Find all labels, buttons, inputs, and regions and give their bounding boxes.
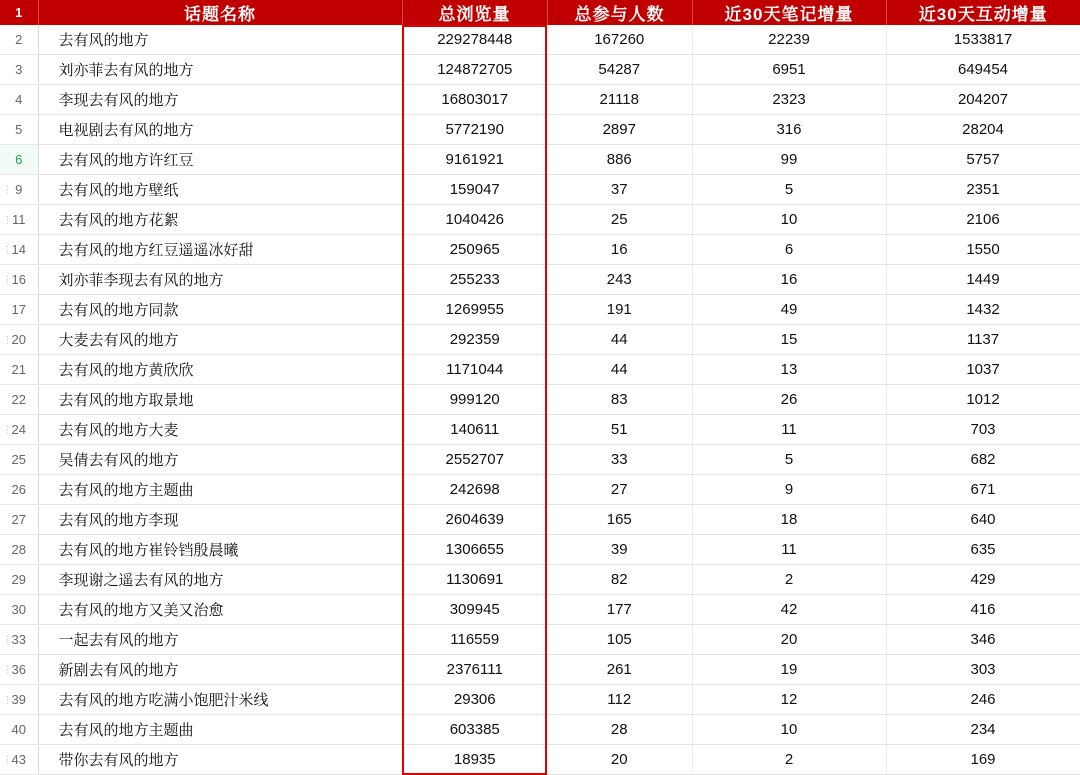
hidden-rows-indicator-icon: ⋮ xyxy=(3,184,12,194)
cell-total-participants[interactable]: 16 xyxy=(547,235,692,265)
row-header[interactable]: 3 xyxy=(0,55,38,85)
cell-total-participants[interactable]: 886 xyxy=(547,145,692,175)
table-row[interactable] xyxy=(0,145,1080,175)
cell-topic-name[interactable]: 去有风的地方许红豆 xyxy=(38,145,402,175)
cell-total-views[interactable]: 18935 xyxy=(402,745,547,775)
cell-interaction-growth-30d[interactable]: 682 xyxy=(886,445,1080,475)
cell-note-growth-30d[interactable]: 13 xyxy=(692,355,886,385)
table-row[interactable] xyxy=(0,595,1080,625)
cell-total-participants[interactable]: 27 xyxy=(547,475,692,505)
cell-total-participants[interactable]: 33 xyxy=(547,445,692,475)
cell-note-growth-30d[interactable]: 2 xyxy=(692,565,886,595)
row-header[interactable]: 40 xyxy=(0,715,38,745)
cell-total-views[interactable]: 603385 xyxy=(402,715,547,745)
cell-topic-name[interactable]: 电视剧去有风的地方 xyxy=(38,115,402,145)
cell-total-views[interactable]: 999120 xyxy=(402,385,547,415)
cell-note-growth-30d[interactable]: 49 xyxy=(692,295,886,325)
cell-total-views[interactable]: 2604639 xyxy=(402,505,547,535)
table-row[interactable] xyxy=(0,565,1080,595)
cell-total-views[interactable]: 124872705 xyxy=(402,55,547,85)
cell-note-growth-30d[interactable]: 20 xyxy=(692,625,886,655)
table-row[interactable] xyxy=(0,745,1080,775)
cell-interaction-growth-30d[interactable]: 671 xyxy=(886,475,1080,505)
hidden-rows-indicator-icon: ⋮ xyxy=(3,634,12,644)
table-row[interactable] xyxy=(0,445,1080,475)
cell-total-participants[interactable]: 105 xyxy=(547,625,692,655)
row-header[interactable]: ⋮ 16 xyxy=(0,265,38,295)
cell-note-growth-30d[interactable]: 11 xyxy=(692,415,886,445)
cell-total-participants[interactable]: 39 xyxy=(547,535,692,565)
hidden-rows-indicator-icon: ⋮ xyxy=(3,274,12,284)
hidden-rows-indicator-icon: ⋮ xyxy=(3,424,12,434)
cell-interaction-growth-30d[interactable]: 416 xyxy=(886,595,1080,625)
row-header[interactable]: 2 xyxy=(0,25,38,55)
cell-interaction-growth-30d[interactable]: 649454 xyxy=(886,55,1080,85)
cell-total-views[interactable]: 29306 xyxy=(402,685,547,715)
cell-total-participants[interactable]: 261 xyxy=(547,655,692,685)
cell-topic-name[interactable]: 吴倩去有风的地方 xyxy=(38,445,402,475)
column-header-note-growth-30d[interactable]: 近30天笔记增量 xyxy=(692,0,886,25)
cell-topic-name[interactable]: 去有风的地方取景地 xyxy=(38,385,402,415)
row-header[interactable]: 22 xyxy=(0,385,38,415)
cell-total-views[interactable]: 309945 xyxy=(402,595,547,625)
table-row[interactable] xyxy=(0,295,1080,325)
row-header[interactable]: 25 xyxy=(0,445,38,475)
cell-total-participants[interactable]: 44 xyxy=(547,355,692,385)
cell-total-participants[interactable]: 191 xyxy=(547,295,692,325)
cell-note-growth-30d[interactable]: 5 xyxy=(692,445,886,475)
cell-interaction-growth-30d[interactable]: 2351 xyxy=(886,175,1080,205)
table-row[interactable] xyxy=(0,535,1080,565)
cell-note-growth-30d[interactable]: 16 xyxy=(692,265,886,295)
row-header[interactable]: ⋮ 9 xyxy=(0,175,38,205)
cell-total-participants[interactable]: 51 xyxy=(547,415,692,445)
cell-note-growth-30d[interactable]: 19 xyxy=(692,655,886,685)
row-header[interactable]: 17 xyxy=(0,295,38,325)
table-row[interactable] xyxy=(0,625,1080,655)
cell-topic-name[interactable]: 去有风的地方主题曲 xyxy=(38,475,402,505)
cell-interaction-growth-30d[interactable]: 204207 xyxy=(886,85,1080,115)
cell-interaction-growth-30d[interactable]: 169 xyxy=(886,745,1080,775)
cell-topic-name[interactable]: 李现去有风的地方 xyxy=(38,85,402,115)
table-body xyxy=(0,25,1080,775)
cell-topic-name[interactable]: 去有风的地方又美又治愈 xyxy=(38,595,402,625)
cell-total-views[interactable]: 159047 xyxy=(402,175,547,205)
cell-topic-name[interactable]: 新剧去有风的地方 xyxy=(38,655,402,685)
cell-topic-name[interactable]: 去有风的地方大麦 xyxy=(38,415,402,445)
row-header[interactable]: 27 xyxy=(0,505,38,535)
cell-topic-name[interactable]: 大麦去有风的地方 xyxy=(38,325,402,355)
cell-note-growth-30d[interactable]: 6951 xyxy=(692,55,886,85)
cell-total-views[interactable]: 2376111 xyxy=(402,655,547,685)
row-header[interactable]: ⋮ 11 xyxy=(0,205,38,235)
column-header-total-views[interactable]: 总浏览量 xyxy=(402,0,547,25)
cell-topic-name[interactable]: 去有风的地方壁纸 xyxy=(38,175,402,205)
cell-interaction-growth-30d[interactable]: 703 xyxy=(886,415,1080,445)
cell-total-participants[interactable]: 165 xyxy=(547,505,692,535)
hidden-rows-indicator-icon: ⋮ xyxy=(3,244,12,254)
table-row[interactable] xyxy=(0,385,1080,415)
cell-total-participants[interactable]: 21118 xyxy=(547,85,692,115)
cell-interaction-growth-30d[interactable]: 28204 xyxy=(886,115,1080,145)
cell-interaction-growth-30d[interactable]: 1137 xyxy=(886,325,1080,355)
cell-total-views[interactable]: 250965 xyxy=(402,235,547,265)
cell-total-views[interactable]: 2552707 xyxy=(402,445,547,475)
cell-topic-name[interactable]: 刘亦菲李现去有风的地方 xyxy=(38,265,402,295)
cell-note-growth-30d[interactable]: 2 xyxy=(692,745,886,775)
row-header-1[interactable]: 1 xyxy=(0,0,38,25)
row-header[interactable]: 30 xyxy=(0,595,38,625)
cell-total-participants[interactable]: 37 xyxy=(547,175,692,205)
cell-total-views[interactable]: 140611 xyxy=(402,415,547,445)
cell-total-participants[interactable]: 44 xyxy=(547,325,692,355)
table-row[interactable] xyxy=(0,685,1080,715)
cell-total-participants[interactable]: 54287 xyxy=(547,55,692,85)
cell-total-participants[interactable]: 83 xyxy=(547,385,692,415)
cell-note-growth-30d[interactable]: 42 xyxy=(692,595,886,625)
cell-total-views[interactable]: 9161921 xyxy=(402,145,547,175)
row-header[interactable]: 4 xyxy=(0,85,38,115)
cell-interaction-growth-30d[interactable]: 346 xyxy=(886,625,1080,655)
cell-topic-name[interactable]: 去有风的地方崔铃铛殷晨曦 xyxy=(38,535,402,565)
cell-note-growth-30d[interactable]: 22239 xyxy=(692,25,886,55)
cell-topic-name[interactable]: 去有风的地方吃满小饱肥汁米线 xyxy=(38,685,402,715)
cell-interaction-growth-30d[interactable]: 1449 xyxy=(886,265,1080,295)
cell-interaction-growth-30d[interactable]: 635 xyxy=(886,535,1080,565)
hidden-rows-indicator-icon: ⋮ xyxy=(3,334,12,344)
table-row[interactable] xyxy=(0,325,1080,355)
row-header[interactable]: ⋮ 33 xyxy=(0,625,38,655)
column-header-interaction-growth-30d[interactable]: 近30天互动增量 xyxy=(886,0,1080,25)
cell-total-views[interactable]: 116559 xyxy=(402,625,547,655)
cell-total-views[interactable]: 1269955 xyxy=(402,295,547,325)
row-header[interactable]: ⋮ 39 xyxy=(0,685,38,715)
cell-total-participants[interactable]: 82 xyxy=(547,565,692,595)
cell-total-views[interactable]: 292359 xyxy=(402,325,547,355)
cell-interaction-growth-30d[interactable]: 234 xyxy=(886,715,1080,745)
table-row[interactable] xyxy=(0,475,1080,505)
table-row[interactable] xyxy=(0,25,1080,55)
cell-note-growth-30d[interactable]: 5 xyxy=(692,175,886,205)
hidden-rows-indicator-icon: ⋮ xyxy=(3,694,12,704)
cell-note-growth-30d[interactable]: 10 xyxy=(692,205,886,235)
table-row[interactable] xyxy=(0,715,1080,745)
hidden-rows-indicator-icon: ⋮ xyxy=(3,214,12,224)
cell-interaction-growth-30d[interactable]: 1012 xyxy=(886,385,1080,415)
cell-topic-name[interactable]: 去有风的地方同款 xyxy=(38,295,402,325)
cell-interaction-growth-30d[interactable]: 1533817 xyxy=(886,25,1080,55)
row-header[interactable]: ⋮ 36 xyxy=(0,655,38,685)
table-row[interactable] xyxy=(0,115,1080,145)
cell-total-participants[interactable]: 177 xyxy=(547,595,692,625)
cell-topic-name[interactable]: 刘亦菲去有风的地方 xyxy=(38,55,402,85)
table-row[interactable] xyxy=(0,175,1080,205)
table-row[interactable] xyxy=(0,55,1080,85)
cell-topic-name[interactable]: 去有风的地方主题曲 xyxy=(38,715,402,745)
cell-total-participants[interactable]: 112 xyxy=(547,685,692,715)
row-header[interactable]: 28 xyxy=(0,535,38,565)
cell-interaction-growth-30d[interactable]: 640 xyxy=(886,505,1080,535)
cell-topic-name[interactable]: 去有风的地方花絮 xyxy=(38,205,402,235)
cell-note-growth-30d[interactable]: 15 xyxy=(692,325,886,355)
cell-note-growth-30d[interactable]: 18 xyxy=(692,505,886,535)
cell-interaction-growth-30d[interactable]: 1037 xyxy=(886,355,1080,385)
cell-note-growth-30d[interactable]: 26 xyxy=(692,385,886,415)
row-header[interactable]: 26 xyxy=(0,475,38,505)
table-row[interactable] xyxy=(0,505,1080,535)
cell-note-growth-30d[interactable]: 6 xyxy=(692,235,886,265)
cell-interaction-growth-30d[interactable]: 246 xyxy=(886,685,1080,715)
row-header[interactable]: ⋮ 43 xyxy=(0,745,38,775)
cell-total-participants[interactable]: 2897 xyxy=(547,115,692,145)
cell-interaction-growth-30d[interactable]: 1550 xyxy=(886,235,1080,265)
cell-topic-name[interactable]: 带你去有风的地方 xyxy=(38,745,402,775)
row-header[interactable]: 6 xyxy=(0,145,38,175)
cell-topic-name[interactable]: 去有风的地方黄欣欣 xyxy=(38,355,402,385)
cell-note-growth-30d[interactable]: 99 xyxy=(692,145,886,175)
cell-topic-name[interactable]: 去有风的地方李现 xyxy=(38,505,402,535)
cell-total-participants[interactable]: 25 xyxy=(547,205,692,235)
table-row[interactable] xyxy=(0,415,1080,445)
cell-interaction-growth-30d[interactable]: 429 xyxy=(886,565,1080,595)
row-header[interactable]: 21 xyxy=(0,355,38,385)
cell-note-growth-30d[interactable]: 9 xyxy=(692,475,886,505)
cell-interaction-growth-30d[interactable]: 303 xyxy=(886,655,1080,685)
table-header-row xyxy=(0,0,1080,25)
cell-total-views[interactable]: 1040426 xyxy=(402,205,547,235)
row-header[interactable]: ⋮ 20 xyxy=(0,325,38,355)
cell-note-growth-30d[interactable]: 12 xyxy=(692,685,886,715)
row-header[interactable]: 5 xyxy=(0,115,38,145)
cell-total-views[interactable]: 242698 xyxy=(402,475,547,505)
cell-total-participants[interactable]: 28 xyxy=(547,715,692,745)
cell-total-participants[interactable]: 243 xyxy=(547,265,692,295)
cell-total-views[interactable]: 1130691 xyxy=(402,565,547,595)
table-row[interactable] xyxy=(0,655,1080,685)
row-header[interactable]: 29 xyxy=(0,565,38,595)
column-header-total-participants[interactable]: 总参与人数 xyxy=(547,0,692,25)
cell-interaction-growth-30d[interactable]: 5757 xyxy=(886,145,1080,175)
cell-topic-name[interactable]: 去有风的地方红豆遥遥冰好甜 xyxy=(38,235,402,265)
hidden-rows-indicator-icon: ⋮ xyxy=(3,754,12,764)
hidden-rows-indicator-icon: ⋮ xyxy=(3,664,12,674)
row-header[interactable]: ⋮ 24 xyxy=(0,415,38,445)
cell-note-growth-30d[interactable]: 316 xyxy=(692,115,886,145)
cell-total-participants[interactable]: 167260 xyxy=(547,25,692,55)
table-row[interactable] xyxy=(0,265,1080,295)
cell-total-views[interactable]: 255233 xyxy=(402,265,547,295)
table-row[interactable] xyxy=(0,85,1080,115)
cell-topic-name[interactable]: 李现谢之遥去有风的地方 xyxy=(38,565,402,595)
cell-total-views[interactable]: 1171044 xyxy=(402,355,547,385)
cell-total-views[interactable]: 229278448 xyxy=(402,25,547,55)
cell-note-growth-30d[interactable]: 11 xyxy=(692,535,886,565)
cell-note-growth-30d[interactable]: 10 xyxy=(692,715,886,745)
table-row[interactable] xyxy=(0,205,1080,235)
table-row[interactable] xyxy=(0,235,1080,265)
table-row[interactable] xyxy=(0,355,1080,385)
cell-interaction-growth-30d[interactable]: 1432 xyxy=(886,295,1080,325)
column-header-topic-name[interactable]: 话题名称 xyxy=(38,0,402,25)
cell-total-views[interactable]: 16803017 xyxy=(402,85,547,115)
cell-total-participants[interactable]: 20 xyxy=(547,745,692,775)
cell-note-growth-30d[interactable]: 2323 xyxy=(692,85,886,115)
cell-total-views[interactable]: 1306655 xyxy=(402,535,547,565)
cell-topic-name[interactable]: 一起去有风的地方 xyxy=(38,625,402,655)
cell-interaction-growth-30d[interactable]: 2106 xyxy=(886,205,1080,235)
row-header[interactable]: ⋮ 14 xyxy=(0,235,38,265)
cell-topic-name[interactable]: 去有风的地方 xyxy=(38,25,402,55)
cell-total-views[interactable]: 5772190 xyxy=(402,115,547,145)
